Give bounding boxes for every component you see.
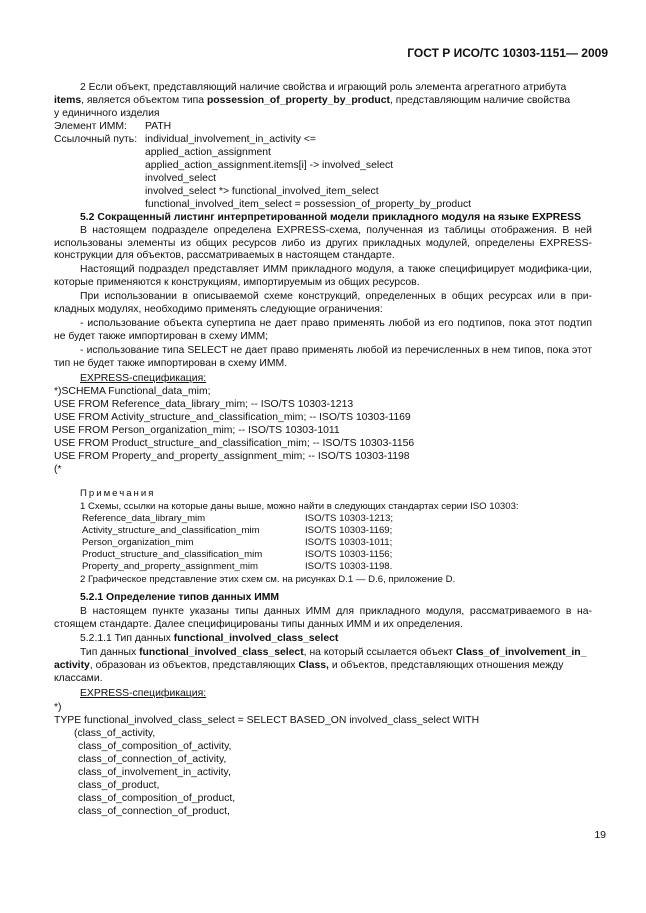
restriction-2: - использование типа SELECT не дает право применять любой из перечисленных в нем типов, пока этот тип не будет также импортирован в схему ИММ. [54,345,592,369]
subsection-number: 5.2.1.1 Тип данных [80,633,174,644]
note-schema-std: ISO/TS 10303-1169; [305,525,393,536]
section-5-2-para2: Настоящий подраздел представляет ИММ прикладного модуля, а также специфицирует модифика-ции, которые применяются к конструкциям, импортируемым из общих ресурсов. [54,264,592,288]
code-line: *)SCHEMA Functional_data_mim; [54,386,211,397]
code-line: class_of_involvement_in_activity, [78,767,231,778]
note-schema-std: ISO/TS 10303-1156; [305,549,393,560]
desc-text: , на который ссылается объект [303,647,456,658]
class-name: Class, [298,660,329,671]
code-line: class_of_connection_of_activity, [78,754,227,765]
code-line: class_of_composition_of_activity, [78,741,232,752]
type-name: functional_involved_class_select [139,647,304,658]
notes-title: Примечания [80,488,156,499]
type-description-line2 [54,660,563,673]
restriction-1: - использование объекта супертипа не дает право применять любой из его подтипов, пока этот подтип не будет также импортирован в схему ИММ; [54,318,592,342]
section-5-2-title: 5.2 Сокращенный листинг интерпретированной модели прикладного модуля на языке EXPRESS [80,212,582,223]
code-line: *) [54,702,62,713]
ref-path-line: applied_action_assignment [145,147,271,158]
note-schema-std: ISO/TS 10303-1213; [305,513,393,524]
note-1: 1 Схемы, ссылки на которые даны выше, можно найти в следующих стандартах серии ISO 10303: [80,501,519,512]
entity-name-end: activity [54,660,90,671]
section-5-2-para1: В настоящем подразделе определена EXPRESS-схема, полученная из таблицы отображения. В ней использованы элементы из общих ресурсов либо из других прикладных модулей, определены EXPRESS-конструкции для объектов, рассматриваемых в настоящем стандарте. [54,225,592,262]
type-description-line1 [80,647,586,660]
desc-text: , образован из объектов, представляющих [89,660,299,671]
code-line: (class_of_activity, [74,728,156,739]
code-line: USE FROM Reference_data_library_mim; -- ISO/TS 10303-1213 [54,399,354,410]
note-schema-name: Person_organization_mim [82,537,194,548]
entity-name: Class_of_involvement_in_ [455,647,587,658]
item2-line1: 2 Если объект, представляющий наличие свойства и играющий роль элемента агрегатного атрибута [80,82,567,93]
desc-text: Тип данных [80,647,140,658]
element-label: Элемент ИММ: [54,121,127,132]
code-line: USE FROM Person_organization_mim; -- ISO/TS 10303-1011 [54,425,340,436]
items-term: items [54,95,82,106]
note-schema-name: Property_and_property_assignment_mim [82,561,258,572]
type-name: functional_involved_class_select [173,633,339,644]
possession-term: possession_of_property_by_product [206,95,390,106]
ref-path-line: involved_select [145,173,217,184]
ref-path-line: individual_involvement_in_activity <= [145,134,316,145]
note-schema-name: Reference_data_library_mim [82,513,206,524]
item2-line2 [54,95,570,108]
express-spec-label: EXPRESS-спецификация: [80,373,207,384]
type-description-line3: классами. [54,673,103,684]
code-line: class_of_product, [78,780,160,791]
ref-path-label: Ссылочный путь: [54,134,138,145]
section-5-2-1-1-title [80,633,338,646]
document-header: ГОСТ Р ИСО/ТС 10303-1151— 2009 [407,46,608,60]
item2-text: , является объектом типа [81,95,207,106]
desc-text: и объектов, представляющих отношения между [328,660,564,671]
code-line: TYPE functional_involved_class_select = SELECT BASED_ON involved_class_select WITH [54,715,480,726]
express-spec-label-2: EXPRESS-спецификация: [80,688,207,699]
code-line: USE FROM Activity_structure_and_classification_mim; -- ISO/TS 10303-1169 [54,412,411,423]
item2-text-end: , представляющим наличие свойства [390,95,571,106]
note-schema-std: ISO/TS 10303-1011; [305,537,393,548]
code-line: USE FROM Product_structure_and_classification_mim; -- ISO/TS 10303-1156 [54,438,415,449]
note-schema-std: ISO/TS 10303-1198. [305,561,393,572]
ref-path-line: involved_select *> functional_involved_item_select [145,186,379,197]
page-number: 19 [594,829,606,841]
code-line: USE FROM Property_and_property_assignment_mim; -- ISO/TS 10303-1198 [54,451,410,462]
note-schema-name: Activity_structure_and_classification_mim [82,525,260,536]
note-2: 2 Графическое представление этих схем см. на рисунках D.1 — D.6, приложение D. [80,574,456,585]
note-schema-name: Product_structure_and_classification_mim [82,549,263,560]
section-5-2-para3: При использовании в описываемой схеме конструкций, определенных в общих ресурсах или в при-кладных модулях, необходимо применять следующие ограничения: [54,291,592,315]
code-line: class_of_composition_of_product, [78,793,236,804]
code-line: class_of_connection_of_product, [78,806,230,817]
section-5-2-1-title: 5.2.1 Определение типов данных ИММ [80,592,280,603]
element-value: PATH [145,121,172,132]
ref-path-line: functional_involved_item_select = possession_of_property_by_product [145,199,472,210]
section-5-2-1-para: В настоящем пункте указаны типы данных ИММ для прикладного модуля, рассматриваемого в на-стоящем стандарте. Далее специфицированы типы данных ИММ и их определения. [54,606,592,630]
code-line: (* [54,464,62,475]
ref-path-line: applied_action_assignment.items[i] -> involved_select [145,160,394,171]
item2-line3: у единичного изделия [54,108,160,119]
